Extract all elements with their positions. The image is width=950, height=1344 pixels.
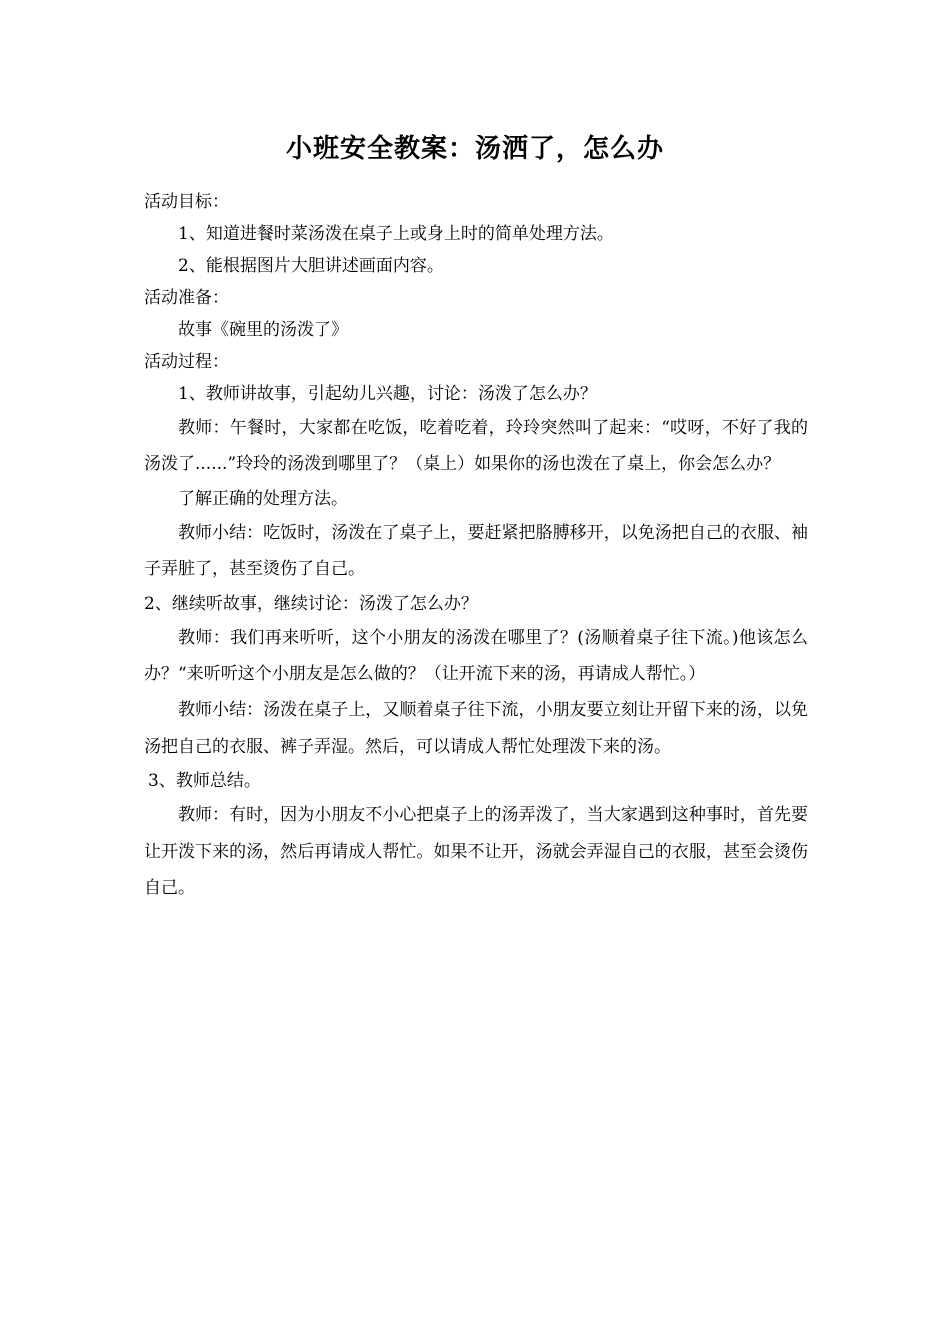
prep-item: 故事《碗里的汤泼了》 [178,320,348,340]
prep-heading: 活动准备： [144,288,229,308]
step-2-dialogue: 教师：我们再来听听，这个小朋友的汤泼在哪里了？(汤顺着桌子往下流。)他该怎么办？“来听听这个小朋友是怎么做的？（让开流下来的汤，再请成人帮忙。） [144,627,808,685]
step-1-dialogue: 教师：午餐时，大家都在吃饭，吃着吃着，玲玲突然叫了起来：“哎呀，不好了我的汤泼了......”玲玲的汤泼到哪里了？（桌上）如果你的汤也泼在了桌上，你会怎么办？ [144,418,808,475]
goal-heading: 活动目标： [144,192,229,212]
step-3-dialogue: 教师：有时，因为小朋友不小心把桌子上的汤弄泼了，当大家遇到这种事时，首先要让开泼下来的汤，然后再请成人帮忙。如果不让开，汤就会弄湿自己的衣服，甚至会烫伤自己。 [144,805,808,899]
goal-item-2: 2、能根据图片大胆讲述画面内容。 [178,256,444,276]
process-step-1: 1、教师讲故事，引起幼儿兴趣，讨论：汤泼了怎么办？ [178,384,597,404]
document-title: 小班安全教案：汤洒了，怎么办 [285,134,664,164]
process-step-3: 3、教师总结。 [148,771,261,792]
goal-item-1: 1、知道进餐时菜汤泼在桌子上或身上时的简单处理方法。 [178,224,614,244]
step-2-summary: 教师小结：汤泼在桌子上，又顺着桌子往下流，小朋友要立刻让开留下来的汤，以免汤把自己的衣服、裤子弄湿。然后，可以请成人帮忙处理泼下来的汤。 [144,700,808,757]
process-step-2: 2、继续听故事，继续讨论：汤泼了怎么办？ [144,593,478,614]
document-body [144,186,808,906]
step-1-summary: 教师小结：吃饭时，汤泼在了桌子上，要赶紧把胳膊移开，以免汤把自己的衣服、袖子弄脏了，甚至烫伤了自己。 [144,522,808,580]
process-heading: 活动过程： [144,352,229,372]
step-1-understand: 了解正确的处理方法。 [178,488,348,509]
